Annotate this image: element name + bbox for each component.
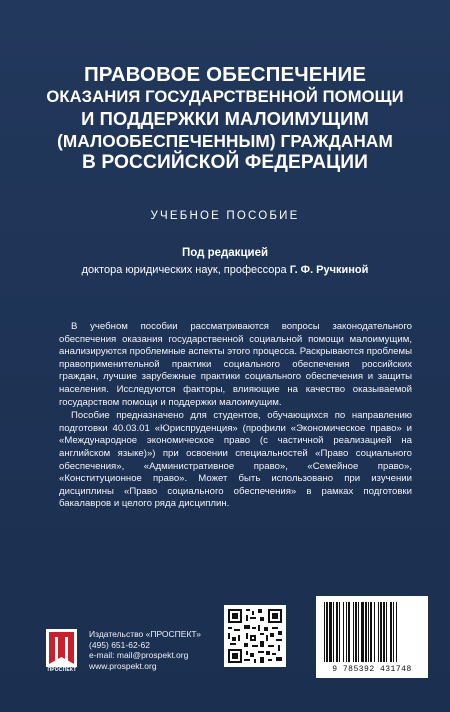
title-line: ПРАВОВОЕ ОБЕСПЕЧЕНИЕ [83,63,367,86]
isbn-number: 9 785392 431748 [332,665,412,674]
abstract-paragraph: Пособие предназначено для студентов, обучающихся по направлению подготовки 40.03.01 «Юриспруденция» (профили «Экономическое право» и «Международное экономическое право (с частичной реализацией на английском языке)») при освоении специальностей «Право социального обеспечения», «Административное право», «Семейное право», «Конституционное право». Может быть использовано при изучении дисциплины «Право социального обеспечения» в рамках подготовки бакалавров и целого ряда дисциплин. [59,410,412,510]
abstract-paragraph: В учебном пособии рассматриваются вопросы законодательного обеспечения оказания государственной социальной помощи малоимущим, анализируются проблемные аспекты этого процесса. Раскрываются проблемы правоприменительной практики социального обеспечения российских граждан, лучшие зарубежные практики социального обеспечения и защиты населения. Исследуются факторы, влияющие на качество оказываемой государством помощи и поддержки малоимущим. [59,321,412,408]
barcode-icon [316,596,428,666]
publisher-contacts [89,629,201,671]
title-line: (МАЛООБЕСПЕЧЕННЫМ) ГРАЖДАНАМ [57,131,393,151]
editor-credit [0,264,450,276]
editor-label: Под редакцией [181,247,269,259]
book-title [40,64,410,174]
publisher-phone: (495) 651-62-62 [89,639,150,650]
title-line: И ПОДДЕРЖКИ МАЛОИМУЩИМ [81,108,369,129]
editor-prefix: доктора юридических наук, профессора [81,264,290,276]
title-line: ОКАЗАНИЯ ГОСУДАРСТВЕННОЙ ПОМОЩИ [46,87,404,106]
prospekt-logo-icon [46,629,77,673]
publisher-website: www.prospekt.org [89,660,157,671]
publisher-info [46,629,201,671]
editor-name: Г. Ф. Ручкиной [289,264,369,276]
qr-code-icon [224,605,286,667]
publisher-name: Издательство «ПРОСПЕКТ» [89,629,201,639]
isbn-barcode [316,596,428,678]
publisher-email: e-mail: mail@prospekt.org [89,650,189,661]
book-abstract [59,321,412,511]
title-line: В РОССИЙСКОЙ ФЕДЕРАЦИИ [82,152,368,173]
logo-label: ПРОСПЕКТ [47,667,77,673]
book-type-label: УЧЕБНОЕ ПОСОБИЕ [150,210,300,222]
